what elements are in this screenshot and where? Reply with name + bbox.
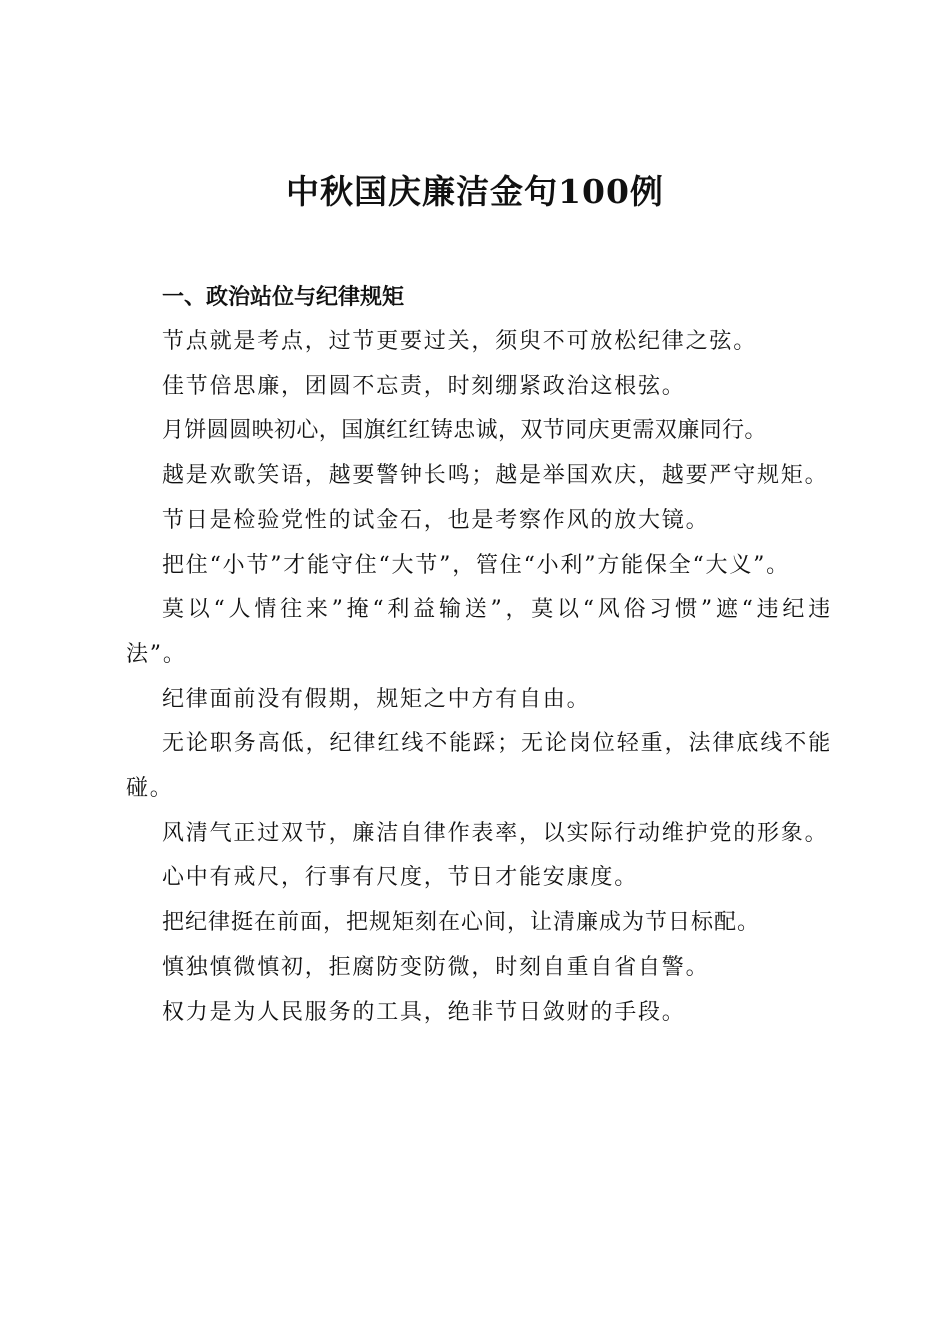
paragraph: 心中有戒尺，行事有尺度，节日才能安康度。 [162, 865, 639, 891]
section-heading: 一、政治站位与纪律规矩 [162, 285, 405, 310]
paragraph: 权力是为人民服务的工具，绝非节日敛财的手段。 [162, 999, 686, 1025]
paragraph: 风清气正过双节，廉洁自律作表率，以实际行动维护党的形象。 [162, 820, 829, 846]
paragraph: 慎独慎微慎初，拒腐防变防微，时刻自重自省自警。 [162, 954, 710, 980]
paragraph: 月饼圆圆映初心，国旗红红铸忠诚，双节同庆更需双廉同行。 [162, 418, 767, 444]
paragraph: 佳节倍思廉，团圆不忘责，时刻绷紧政治这根弦。 [162, 373, 686, 399]
paragraph: 无论职务高低，纪律红线不能踩；无论岗位轻重，法律底线不能碰。 [126, 731, 832, 802]
paragraph: 节点就是考点，过节更要过关，须臾不可放松纪律之弦。 [162, 329, 758, 354]
document-body [126, 276, 832, 1035]
paragraph: 把纪律挺在前面，把规矩刻在心间，让清廉成为节日标配。 [162, 910, 761, 936]
paragraph: 莫以“人情往来”掩“利益输送”，莫以“风俗习惯”遮“违纪违法”。 [126, 597, 832, 667]
paragraph: 越是欢歌笑语，越要警钟长鸣；越是举国欢庆，越要严守规矩。 [162, 463, 829, 489]
document-title: 中秋国庆廉洁金句100例 [286, 172, 664, 211]
paragraph: 节日是检验党性的试金石，也是考察作风的放大镜。 [162, 507, 710, 533]
paragraph: 把住“小节”才能守住“大节”，管住“小利”方能保全“大义”。 [162, 552, 790, 578]
paragraph: 纪律面前没有假期，规矩之中方有自由。 [162, 686, 591, 712]
